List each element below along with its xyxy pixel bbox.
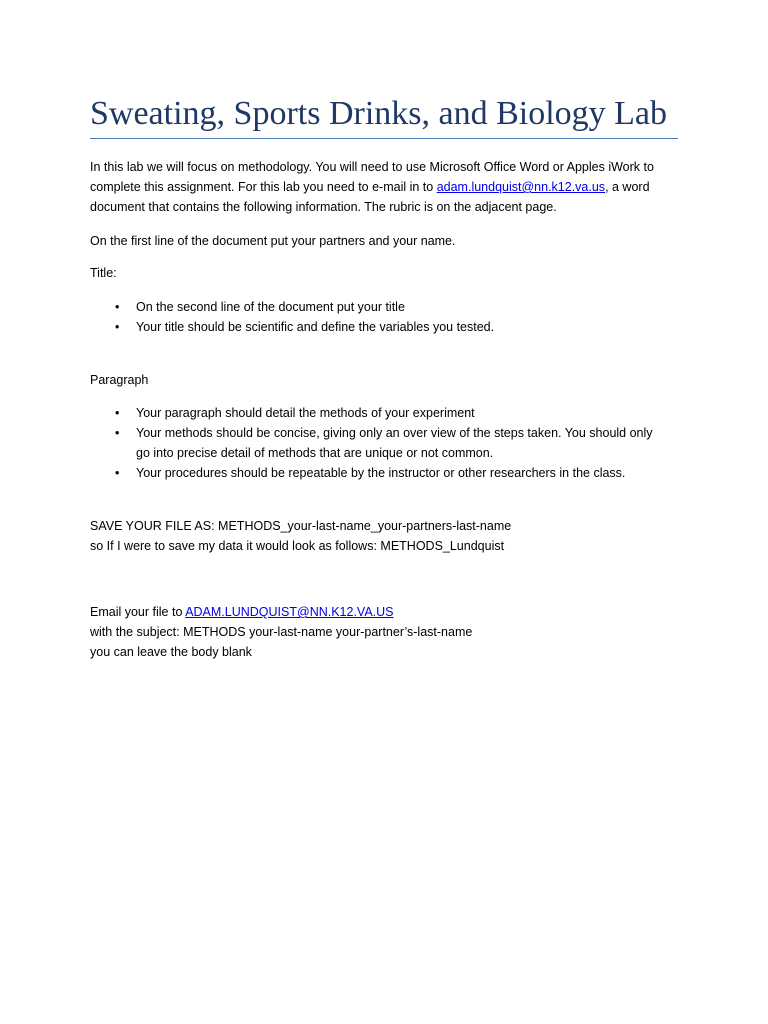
list-item (90, 403, 690, 423)
document-title: Sweating, Sports Drinks, and Biology Lab (90, 95, 668, 132)
bullet-icon: • (115, 426, 120, 440)
bullet-icon: • (115, 466, 120, 480)
save-instructions-line-2: so If I were to save my data it would look as follows: METHODS_Lundquist (90, 539, 505, 553)
title-section-heading: Title: (90, 266, 117, 280)
list-item (90, 317, 690, 337)
bullet-icon: • (115, 320, 120, 334)
intro-paragraph (90, 157, 690, 217)
title-underline-rule (90, 138, 678, 139)
paragraph-section-heading: Paragraph (90, 373, 149, 387)
save-instructions (90, 516, 690, 556)
list-item-text: Your title should be scientific and define the variables you tested. (136, 320, 495, 334)
first-line-instruction: On the first line of the document put your partners and your name. (90, 234, 456, 248)
list-item-text: Your paragraph should detail the methods of your experiment (136, 406, 475, 420)
intro-line-2 (90, 177, 690, 197)
intro-line-2-suffix: , a word (605, 180, 650, 194)
save-instructions-line-1: SAVE YOUR FILE AS: METHODS_your-last-name_your-partners-last-name (90, 519, 512, 533)
email-instructions-line-1 (90, 602, 690, 622)
submission-email-link[interactable]: ADAM.LUNDQUIST@NN.K12.VA.US (185, 605, 394, 619)
list-item-text-continuation: go into precise detail of methods that are unique or not common. (136, 446, 494, 460)
list-item (90, 423, 690, 463)
paragraph-bullet-list (90, 403, 690, 483)
email-instructions-prefix: Email your file to (90, 605, 186, 619)
intro-line-3: document that contains the following information. The rubric is on the adjacent page. (90, 200, 557, 214)
email-instructions (90, 602, 690, 662)
list-item-text: Your methods should be concise, giving only an over view of the steps taken. You should only (136, 426, 653, 440)
bullet-icon: • (115, 300, 120, 314)
intro-line-1: In this lab we will focus on methodology. You will need to use Microsoft Office Word or Apples iWork to (90, 160, 654, 174)
instructor-email-link[interactable]: adam.lundquist@nn.k12.va.us (436, 180, 606, 194)
list-item (90, 297, 690, 317)
bullet-icon: • (115, 406, 120, 420)
email-instructions-line-3: you can leave the body blank (90, 645, 252, 659)
title-bullet-list (90, 297, 690, 337)
list-item-text: Your procedures should be repeatable by the instructor or other researchers in the class. (136, 466, 626, 480)
list-item (90, 463, 690, 483)
intro-line-2-text: complete this assignment. For this lab you need to e-mail in to (90, 180, 437, 194)
list-item-text: On the second line of the document put your title (136, 300, 405, 314)
email-instructions-line-2: with the subject: METHODS your-last-name your-partner’s-last-name (90, 625, 473, 639)
